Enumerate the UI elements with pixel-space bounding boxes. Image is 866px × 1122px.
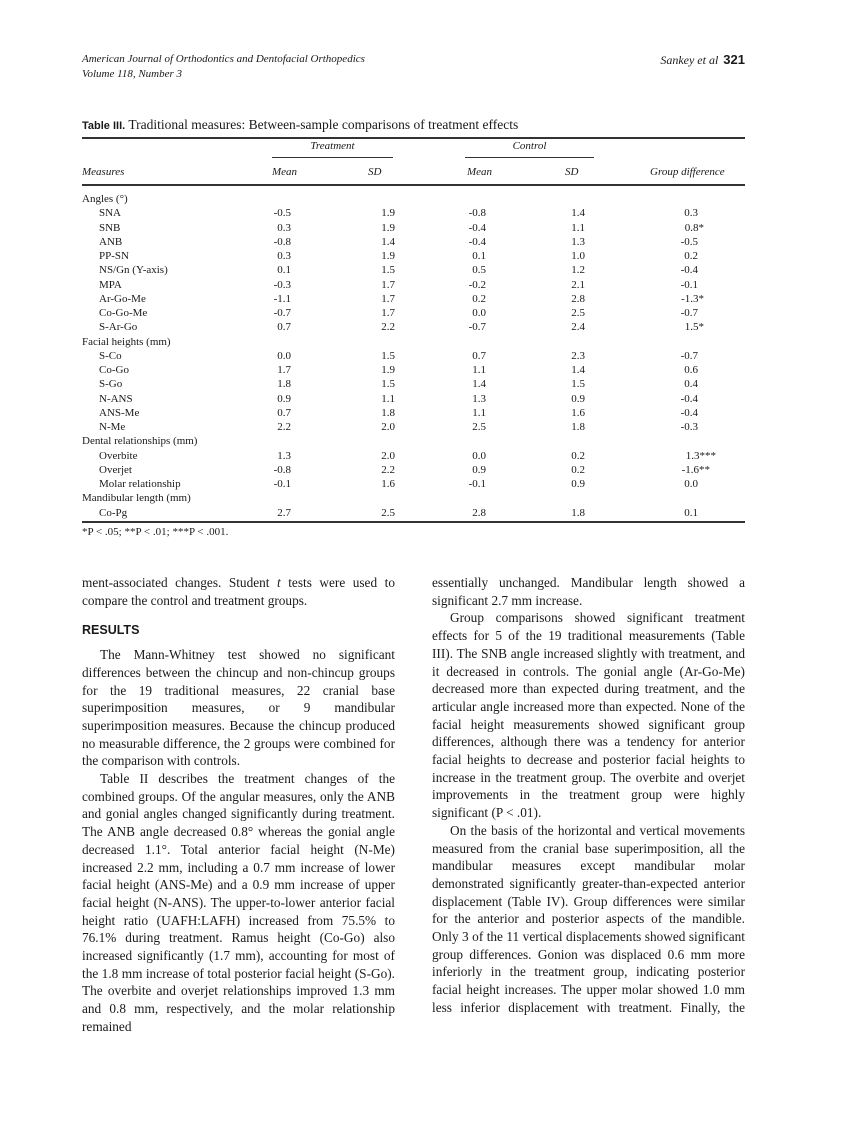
- paragraph: essentially unchanged. Mandibular length showed a significant 2.7 mm increase.: [432, 575, 745, 608]
- table-row: [82, 278, 745, 292]
- treatment-mean-cell: -0.8: [273, 235, 291, 248]
- group-difference-cell: -1.6**: [681, 463, 710, 476]
- table-row: [82, 221, 745, 235]
- treatment-sd-cell: 1.9: [381, 250, 395, 262]
- treatment-sd-cell: 1.9: [381, 207, 395, 220]
- table-row: [82, 292, 745, 306]
- treatment-mean-cell: 1.3: [277, 449, 291, 462]
- page-number: 321: [723, 52, 745, 67]
- control-mean-cell: 0.2: [472, 292, 486, 305]
- body-column-right: [432, 574, 745, 1017]
- control-mean-cell: -0.4: [468, 235, 486, 248]
- treatment-sd-cell: 2.0: [381, 421, 395, 433]
- control-sd-cell: 0.9: [571, 478, 585, 490]
- treatment-mean-cell: -1.1: [273, 292, 291, 305]
- table-row: [82, 320, 745, 334]
- treatment-sd-cell: 1.7: [381, 278, 395, 291]
- measure-label: S-Co: [99, 349, 122, 362]
- group-difference-cell: -0.7: [680, 307, 698, 319]
- control-mean-cell: -0.2: [468, 278, 486, 291]
- group-difference-cell: 0.1: [684, 506, 698, 519]
- control-sd-cell: 0.2: [571, 463, 585, 476]
- running-header-right: [660, 52, 745, 68]
- col-header-group-difference: Group difference: [650, 166, 725, 178]
- measure-label: ANS-Me: [99, 406, 140, 419]
- treatment-mean-cell: -0.3: [273, 278, 291, 291]
- col-header-control-mean: Mean: [467, 166, 493, 178]
- table-row: [82, 477, 745, 491]
- control-sd-cell: 0.2: [571, 449, 585, 462]
- control-sd-cell: 0.9: [571, 392, 585, 405]
- table-section-row: [82, 335, 745, 349]
- treatment-mean-cell: -0.1: [273, 478, 291, 490]
- control-sd-cell: 2.8: [571, 292, 585, 305]
- treatment-mean-cell: 2.7: [277, 506, 291, 519]
- control-sd-cell: 1.8: [571, 506, 585, 519]
- group-difference-cell: 0.0: [684, 478, 698, 490]
- measure-label: ANB: [99, 235, 123, 248]
- treatment-sd-cell: 1.5: [381, 378, 395, 391]
- treatment-sd-cell: 1.7: [381, 292, 395, 305]
- measure-label: PP-SN: [99, 250, 129, 262]
- table-row: [82, 263, 745, 277]
- control-mean-cell: -0.4: [468, 221, 486, 234]
- table-row: [82, 506, 745, 520]
- group-difference-cell: 1.5*: [684, 321, 704, 334]
- treatment-sd-cell: 1.5: [381, 264, 395, 277]
- table-header-rule: [82, 184, 745, 186]
- treatment-mean-cell: 2.2: [277, 421, 291, 433]
- table-row: [82, 235, 745, 249]
- table-section-row: [82, 491, 745, 505]
- control-sd-cell: 1.0: [571, 250, 585, 262]
- treatment-sd-cell: 1.1: [381, 392, 395, 405]
- table-caption: [82, 117, 518, 133]
- measure-label: Ar-Go-Me: [99, 292, 146, 305]
- group-difference-cell: 0.8*: [684, 221, 704, 234]
- group-difference-cell: -0.5: [680, 235, 698, 248]
- control-sd-cell: 1.1: [571, 221, 585, 234]
- treatment-sd-cell: 1.5: [381, 349, 395, 362]
- group-difference-cell: -0.3: [680, 421, 698, 433]
- treatment-mean-cell: 0.3: [277, 221, 291, 234]
- text-run: ment-associated changes. Student: [82, 575, 277, 590]
- control-mean-cell: -0.8: [468, 207, 486, 220]
- control-span-rule: [465, 157, 594, 158]
- table-row: [82, 306, 745, 320]
- control-mean-cell: 1.4: [472, 378, 486, 391]
- group-difference-cell: -1.3*: [681, 292, 704, 305]
- control-mean-cell: 0.5: [472, 264, 486, 277]
- treatment-sd-cell: 2.2: [381, 463, 395, 476]
- treatment-mean-cell: 0.9: [277, 392, 291, 405]
- text-run-italic: t: [277, 575, 281, 590]
- table-row: [82, 249, 745, 263]
- treatment-sd-cell: 1.6: [381, 478, 395, 490]
- table-row: [82, 406, 745, 420]
- journal-volume: Volume 118, Number 3: [82, 68, 183, 80]
- treatment-mean-cell: 1.8: [277, 378, 291, 391]
- table-row: [82, 420, 745, 434]
- measure-label: Overjet: [99, 463, 132, 476]
- group-difference-cell: 1.3***: [685, 449, 716, 462]
- control-mean-cell: 0.0: [472, 449, 486, 462]
- paragraph: On the basis of the horizontal and vertical movements measured from the cranial base superimposition, all the mandibular measures except mandibular molar demonstrated significantly greater-than-expected anterior displacement (Table IV). Group differences were similar for the anterior and posterior aspects of the mandible. Only 3 of the 11 vertical displacements showed significant group differences. Gonion was displaced 0.6 mm more inferiorly in the treatment group, indicating posterior facial height increases. The upper molar showed 1.0 mm less inferior displacement with treatment. Finally, the: [432, 822, 745, 1015]
- authors: Sankey et al: [660, 53, 719, 67]
- group-difference-cell: 0.2: [684, 250, 698, 262]
- control-mean-cell: 0.7: [472, 349, 486, 362]
- body-column-left: [82, 574, 395, 1036]
- group-difference-cell: -0.7: [680, 349, 698, 362]
- section-heading-results: RESULTS: [82, 623, 140, 638]
- control-sd-cell: 1.5: [571, 378, 585, 391]
- table-top-rule: [82, 137, 745, 139]
- control-mean-cell: 1.3: [472, 392, 486, 405]
- section-label: Mandibular length (mm): [82, 492, 191, 505]
- measure-label: S-Ar-Go: [99, 321, 138, 334]
- table-row: [82, 377, 745, 391]
- treatment-mean-cell: -0.5: [273, 207, 291, 220]
- control-sd-cell: 1.6: [571, 406, 585, 419]
- section-label: Angles (°): [82, 193, 128, 205]
- control-mean-cell: 0.0: [472, 307, 486, 319]
- group-difference-cell: 0.4: [684, 378, 698, 391]
- table-body: [82, 192, 745, 520]
- measure-label: SNA: [99, 207, 122, 220]
- table-label: Table III.: [82, 120, 126, 132]
- measure-label: Co-Pg: [99, 506, 128, 519]
- treatment-sd-cell: 2.0: [381, 449, 395, 462]
- treatment-mean-cell: 0.1: [277, 264, 291, 277]
- treatment-mean-cell: 0.7: [277, 406, 291, 419]
- measure-label: N-Me: [99, 421, 126, 433]
- control-sd-cell: 2.3: [571, 349, 585, 362]
- control-mean-cell: 2.8: [472, 506, 486, 519]
- treatment-sd-cell: 1.4: [381, 235, 395, 248]
- paragraph: The Mann-Whitney test showed no significant differences between the chincup and non-chincup groups for the 19 traditional measures, 22 cranial base superimposition measures, or 9 mandibular superimposition measures. Because the chincup produced no measurable difference, the 2 groups were combined for the comparison with controls.: [82, 647, 395, 769]
- paragraph: [82, 574, 395, 609]
- group-difference-cell: 0.3: [684, 207, 698, 220]
- treatment-sd-cell: 2.2: [381, 321, 395, 334]
- control-mean-cell: 1.1: [472, 364, 486, 376]
- running-header-left: [82, 52, 365, 82]
- measure-label: SNB: [99, 221, 121, 234]
- table-row: [82, 363, 745, 377]
- treatment-sd-cell: 1.7: [381, 307, 395, 319]
- treatment-mean-cell: 0.0: [277, 349, 291, 362]
- treatment-sd-cell: 1.8: [381, 406, 395, 419]
- col-header-treatment-sd: SD: [368, 166, 382, 178]
- table-footnote: *P < .05; **P < .01; ***P < .001.: [82, 526, 229, 538]
- treatment-mean-cell: 0.3: [277, 250, 291, 262]
- table-section-row: [82, 192, 745, 206]
- control-mean-cell: 0.1: [472, 250, 486, 262]
- treatment-sd-cell: 1.9: [381, 221, 395, 234]
- group-difference-cell: -0.4: [680, 406, 698, 419]
- treatment-sd-cell: 1.9: [381, 364, 395, 376]
- control-mean-cell: -0.1: [468, 478, 486, 490]
- measure-label: Co-Go-Me: [99, 307, 148, 319]
- table-row: [82, 392, 745, 406]
- paragraph: Table II describes the treatment changes of the combined groups. Of the angular measures, only the ANB and gonial angles changed significantly during treatment. The ANB angle decreased 0.8° whereas the gonial angle decreased 1.1°. Total anterior facial height (N-Me) increased 2.2 mm, including a 0.7 mm increase of lower facial height (ANS-Me) and a 0.9 mm increase of upper facial height (N-ANS). The upper-to-lower anterior facial height ratio (UAFH:LAFH) increased from 75.5% to 76.1% during treatment. Ramus height (Co-Go) also increased significantly (1.7 mm), accounting for most of the 1.8 mm increase of total posterior facial height (S-Go). The overbite and overjet relationships improved 1.3 mm and 0.8 mm, respectively, and the molar relationship remained: [82, 771, 395, 1034]
- group-difference-cell: -0.1: [680, 278, 698, 291]
- group-header-control: Control: [512, 140, 547, 152]
- control-sd-cell: 1.3: [571, 235, 585, 248]
- section-label: Dental relationships (mm): [82, 435, 198, 448]
- treatment-mean-cell: -0.7: [273, 307, 291, 319]
- group-difference-cell: -0.4: [680, 392, 698, 405]
- measure-label: NS/Gn (Y-axis): [99, 264, 168, 277]
- control-sd-cell: 1.2: [571, 264, 585, 277]
- control-sd-cell: 1.4: [571, 364, 585, 376]
- control-mean-cell: 1.1: [472, 406, 486, 419]
- measure-label: Molar relationship: [99, 478, 181, 490]
- treatment-mean-cell: 0.7: [277, 321, 291, 334]
- col-header-measures: Measures: [82, 166, 125, 178]
- measure-label: S-Go: [99, 378, 123, 391]
- paragraph: Group comparisons showed significant treatment effects for 5 of the 19 traditional measurements (Table III). The SNB angle increased slightly with treatment, and it decreased in controls. The gonial angle (Ar-Go-Me) decreased more than expected during treatment, and the articular angle increased more than expected. None of the facial height measurements showed significant group differences, although there was a tendency for anterior facial heights to decrease and posterior facial heights to increase in the treatment group. The overbite and overjet improvements in the treatment group were highly significant (P < .01).: [432, 610, 745, 821]
- measure-label: Overbite: [99, 449, 138, 462]
- journal-name: American Journal of Orthodontics and Dentofacial Orthopedics: [82, 53, 365, 65]
- control-sd-cell: 1.4: [571, 207, 585, 220]
- col-header-treatment-mean: Mean: [272, 166, 298, 178]
- group-header-treatment: Treatment: [310, 140, 355, 152]
- control-sd-cell: 1.8: [571, 421, 585, 433]
- col-header-control-sd: SD: [565, 166, 579, 178]
- measure-label: Co-Go: [99, 364, 129, 376]
- table-row: [82, 206, 745, 220]
- group-difference-cell: -0.4: [680, 264, 698, 277]
- control-mean-cell: -0.7: [468, 321, 486, 334]
- control-sd-cell: 2.5: [571, 307, 585, 319]
- control-mean-cell: 2.5: [472, 421, 486, 433]
- table-section-row: [82, 434, 745, 448]
- control-sd-cell: 2.4: [571, 321, 585, 334]
- table-bottom-rule: [82, 521, 745, 523]
- treatment-mean-cell: -0.8: [273, 463, 291, 476]
- table-row: [82, 463, 745, 477]
- control-sd-cell: 2.1: [571, 278, 585, 291]
- table-row: [82, 449, 745, 463]
- treatment-mean-cell: 1.7: [277, 364, 291, 376]
- measure-label: MPA: [99, 278, 122, 291]
- text-run: tests were used to compare the control and treatment groups.: [82, 575, 395, 608]
- group-difference-cell: 0.6: [684, 364, 698, 376]
- treatment-sd-cell: 2.5: [381, 506, 395, 519]
- table-title: Traditional measures: Between-sample comparisons of treatment effects: [128, 117, 519, 132]
- section-label: Facial heights (mm): [82, 335, 171, 348]
- control-mean-cell: 0.9: [472, 463, 486, 476]
- treatment-span-rule: [272, 157, 393, 158]
- measure-label: N-ANS: [99, 392, 133, 405]
- table-row: [82, 349, 745, 363]
